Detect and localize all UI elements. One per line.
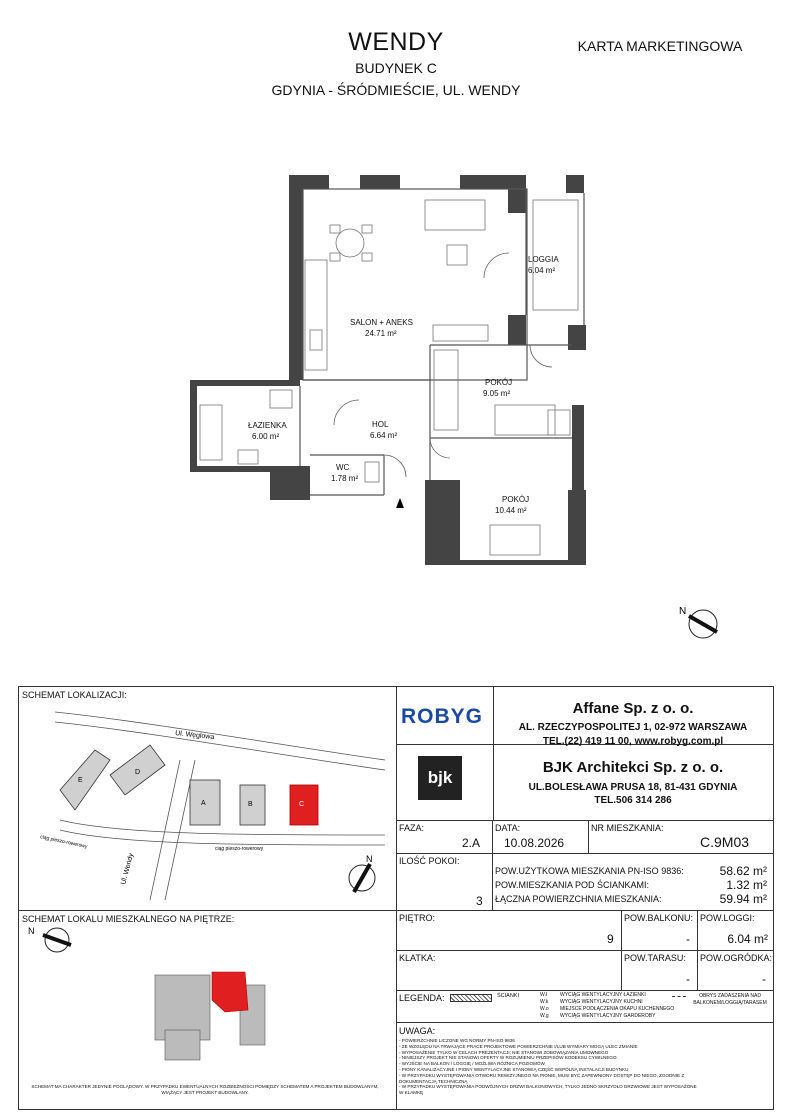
note-item: - WYJŚCIE NA BALKON / LOGGIĘ / MOŻLIWA RÓŻNICA POZIOMÓW — [399, 1061, 545, 1067]
room-name: POKÓJ — [485, 378, 513, 387]
floor-label: PIĘTRO: — [399, 913, 436, 923]
note-item: - POWIERZCHNIE LICZONE WG NORMY PN-ISO 9836 — [399, 1038, 515, 1043]
room-name: POKÓJ — [502, 495, 530, 504]
loggia-value: 6.04 m² — [727, 932, 768, 946]
room-area: 9.05 m² — [483, 389, 511, 398]
garden-value: - — [762, 972, 766, 986]
compass-icon — [349, 854, 375, 892]
room-name: ŁAZIENKA — [248, 421, 287, 430]
street-label: Ul. Wendy — [120, 852, 136, 886]
note-item: - W PRZYPADKU WYSTĘPOWANIA OTWORU REWIZYJNEGO NA PIONIE, MUSI BYĆ ZAPEWNIONY DOSTĘP DO NIEGO, ZGODNIE Z DOKUMENTACJĄ TECHNICZNĄ — [399, 1072, 685, 1084]
developer-address: AL. RZECZYPOSPOLITEJ 1, 02-972 WARSZAWA — [518, 722, 748, 733]
legend-text: WYCIĄG WENTYLACYJNY KUCHNI — [560, 999, 643, 1005]
project-title: WENDY — [348, 28, 444, 56]
building-name: BUDYNEK C — [355, 60, 437, 76]
divider — [621, 910, 622, 990]
building-label: C — [299, 801, 305, 808]
room-name: WC — [336, 463, 350, 472]
floor-schema-title: SCHEMAT LOKALU MIESZKALNEGO NA PIĘTRZE: — [22, 914, 235, 924]
area-row-value: 59.94 m² — [719, 892, 767, 906]
location-map — [30, 700, 390, 905]
legend-list — [540, 992, 674, 1020]
room-name: SALON + ANEKS — [350, 318, 413, 327]
note-item: - NINIEJSZY PROJEKT NIE STANOWI OFERTY W ROZUMIENIU PRZEPISÓW KODEKSU CYWILNEGO — [399, 1055, 617, 1061]
staircase-label: KLATKA: — [399, 953, 436, 963]
project-location: GDYNIA - ŚRÓDMIEŚCIE, UL. WENDY — [271, 82, 521, 98]
area-row-label: POW.UŻYTKOWA MIESZKANIA PN-ISO 9836: — [495, 866, 684, 876]
floor-schema — [25, 922, 390, 1072]
divider — [18, 910, 396, 911]
garden-label: POW.OGRÓDKA: — [700, 953, 773, 963]
legend-title: LEGENDA: — [399, 993, 445, 1003]
divider — [492, 820, 493, 910]
walls-swatch — [450, 994, 492, 1002]
compass-label: N — [366, 854, 373, 864]
legend-text: WYCIĄG WENTYLACYJNY ŁAZIENKI — [560, 992, 646, 998]
bjk-logo: bjk — [418, 756, 462, 800]
loggia-label: POW.LOGGI: — [700, 913, 755, 923]
disclaimer: SCHEMAT MA CHARAKTER JEDYNIE POGLĄDOWY. W PRZYPADKU EWENTUALNYCH ROZBIEŻNOŚCI POMIĘDZY SCHEMATEM A PROJEKTEM BUDOWLANYM, WIĄŻĄCY JEST PROJEKT BUDOWLANY. — [31, 1084, 379, 1095]
room-area: 6.64 m² — [370, 431, 398, 440]
area-row-label: ŁĄCZNA POWIERZCHNIA MIESZKANIA: — [495, 894, 662, 904]
divider — [396, 990, 774, 991]
divider — [396, 910, 774, 911]
plan-partitions — [300, 189, 584, 495]
divider — [396, 950, 774, 951]
building-label: E — [78, 777, 83, 784]
area-row-value: 58.62 m² — [719, 864, 767, 878]
divider — [396, 1022, 774, 1023]
legend-symbol: W.o — [540, 1006, 549, 1012]
card-type: KARTA MARKETINGOWA — [577, 38, 743, 54]
divider — [396, 820, 774, 821]
legend-text: WYCIĄG WENTYLACYJNY GARDEROBY — [560, 1013, 656, 1019]
location-map-title: SCHEMAT LOKALIZACJI: — [22, 690, 127, 700]
balcony-value: - — [686, 932, 690, 946]
legend-symbol: W.g — [540, 1013, 549, 1019]
divider — [697, 910, 698, 990]
room-name: HOL — [372, 420, 389, 429]
date-label: DATA: — [495, 823, 521, 833]
legend-walls-label: ŚCIANKI — [497, 993, 520, 999]
architect-name: BJK Architekci Sp. z o. o. — [542, 759, 724, 776]
balcony-label: POW.BALKONU: — [624, 913, 694, 923]
rooms-value: 3 — [476, 894, 483, 908]
rooms-label: ILOŚĆ POKOI: — [399, 856, 460, 866]
terrace-value: - — [686, 972, 690, 986]
area-row-label: POW.MIESZKANIA POD ŚCIANKAMI: — [495, 880, 650, 890]
robyg-logo: ROBYG — [401, 705, 484, 728]
note-item: - ZE WZGLĘDU NA TRWAJĄCE PRACE PROJEKTOWE POWIERZCHNIE I/LUB WYMIARY MOGĄ ULEC ZMIANIE — [399, 1043, 638, 1049]
building-label: A — [201, 800, 206, 807]
building-label: D — [135, 769, 141, 776]
legend-outline: OBRYS ZADASZENIA NAD BALKONEM/LOGGIĄ/TARASEM — [693, 993, 767, 1006]
plan-doors — [334, 253, 552, 477]
entrance-arrow — [396, 498, 404, 508]
architect-address: UL.BOLESŁAWA PRUSA 18, 81-431 GDYNIA — [528, 782, 738, 793]
unit-value: C.9M03 — [700, 834, 750, 850]
floor-plan — [180, 170, 610, 570]
architect-phone: TEL.506 314 286 — [594, 795, 672, 806]
room-area: 1.78 m² — [331, 474, 359, 483]
terrace-label: POW.TARASU: — [624, 953, 686, 963]
compass-label: N — [28, 926, 35, 936]
room-area: 10.44 m² — [495, 506, 527, 515]
room-area: 6.00 m² — [252, 432, 280, 441]
room-area: 24.71 m² — [365, 329, 397, 338]
note-item: - W PRZYPADKU WYSTĘPOWANIA PODWÓJNYCH DRZWI BALKONOWYCH, TYLKO JEDNO SKRZYDŁO DRZWIOWE JEST WYPOSAŻONE W KLAMKĘ — [399, 1084, 697, 1096]
area-row-value: 1.32 m² — [726, 878, 767, 892]
room-name: LOGGIA — [528, 255, 559, 264]
legend-symbol: W.ł — [540, 992, 547, 998]
notes-title: UWAGA: — [399, 1026, 436, 1036]
street-label: Ul. Węglowa — [174, 730, 215, 742]
floor-value: 9 — [607, 932, 614, 946]
divider — [396, 853, 774, 854]
compass-label: N — [679, 606, 687, 617]
legend-symbol: W.k — [540, 999, 549, 1005]
developer-name: Affane Sp. z o. o. — [572, 700, 694, 717]
unit-label: NR MIESZKANIA: — [591, 823, 664, 833]
legend-text: MIEJSCE PODŁĄCZENIA OKAPU KUCHENNEGO — [560, 1006, 675, 1012]
path-label: ciąg pieszo-rowerowy — [39, 834, 88, 850]
compass-icon — [28, 926, 71, 952]
phase-label: FAZA: — [399, 823, 425, 833]
path-label: ciąg pieszo-rowerowy — [215, 846, 264, 852]
building-label: B — [248, 801, 253, 808]
note-item: - PIONY KANALIZACYJNE I PIONY WENTYLACYJNE STANOWIĄ CZĘŚĆ WSPÓLNĄ INSTALACJI BUDYNKU — [399, 1066, 629, 1072]
notes-list — [399, 1038, 699, 1096]
room-area: 6.04 m² — [528, 266, 556, 275]
date-value: 10.08.2026 — [504, 836, 565, 850]
phase-value: 2.A — [462, 836, 481, 850]
divider — [588, 820, 589, 853]
outline-swatch — [672, 996, 686, 997]
note-item: - WYPOSAŻENIE TYLKO W CELACH PREZENTACJI; NIE STANOWI ZOBOWIĄZANIA UMOWNEGO — [399, 1049, 609, 1055]
compass-icon — [675, 600, 725, 645]
developer-contact: TEL.(22) 419 11 00, www.robyg.com.pl — [542, 736, 724, 747]
